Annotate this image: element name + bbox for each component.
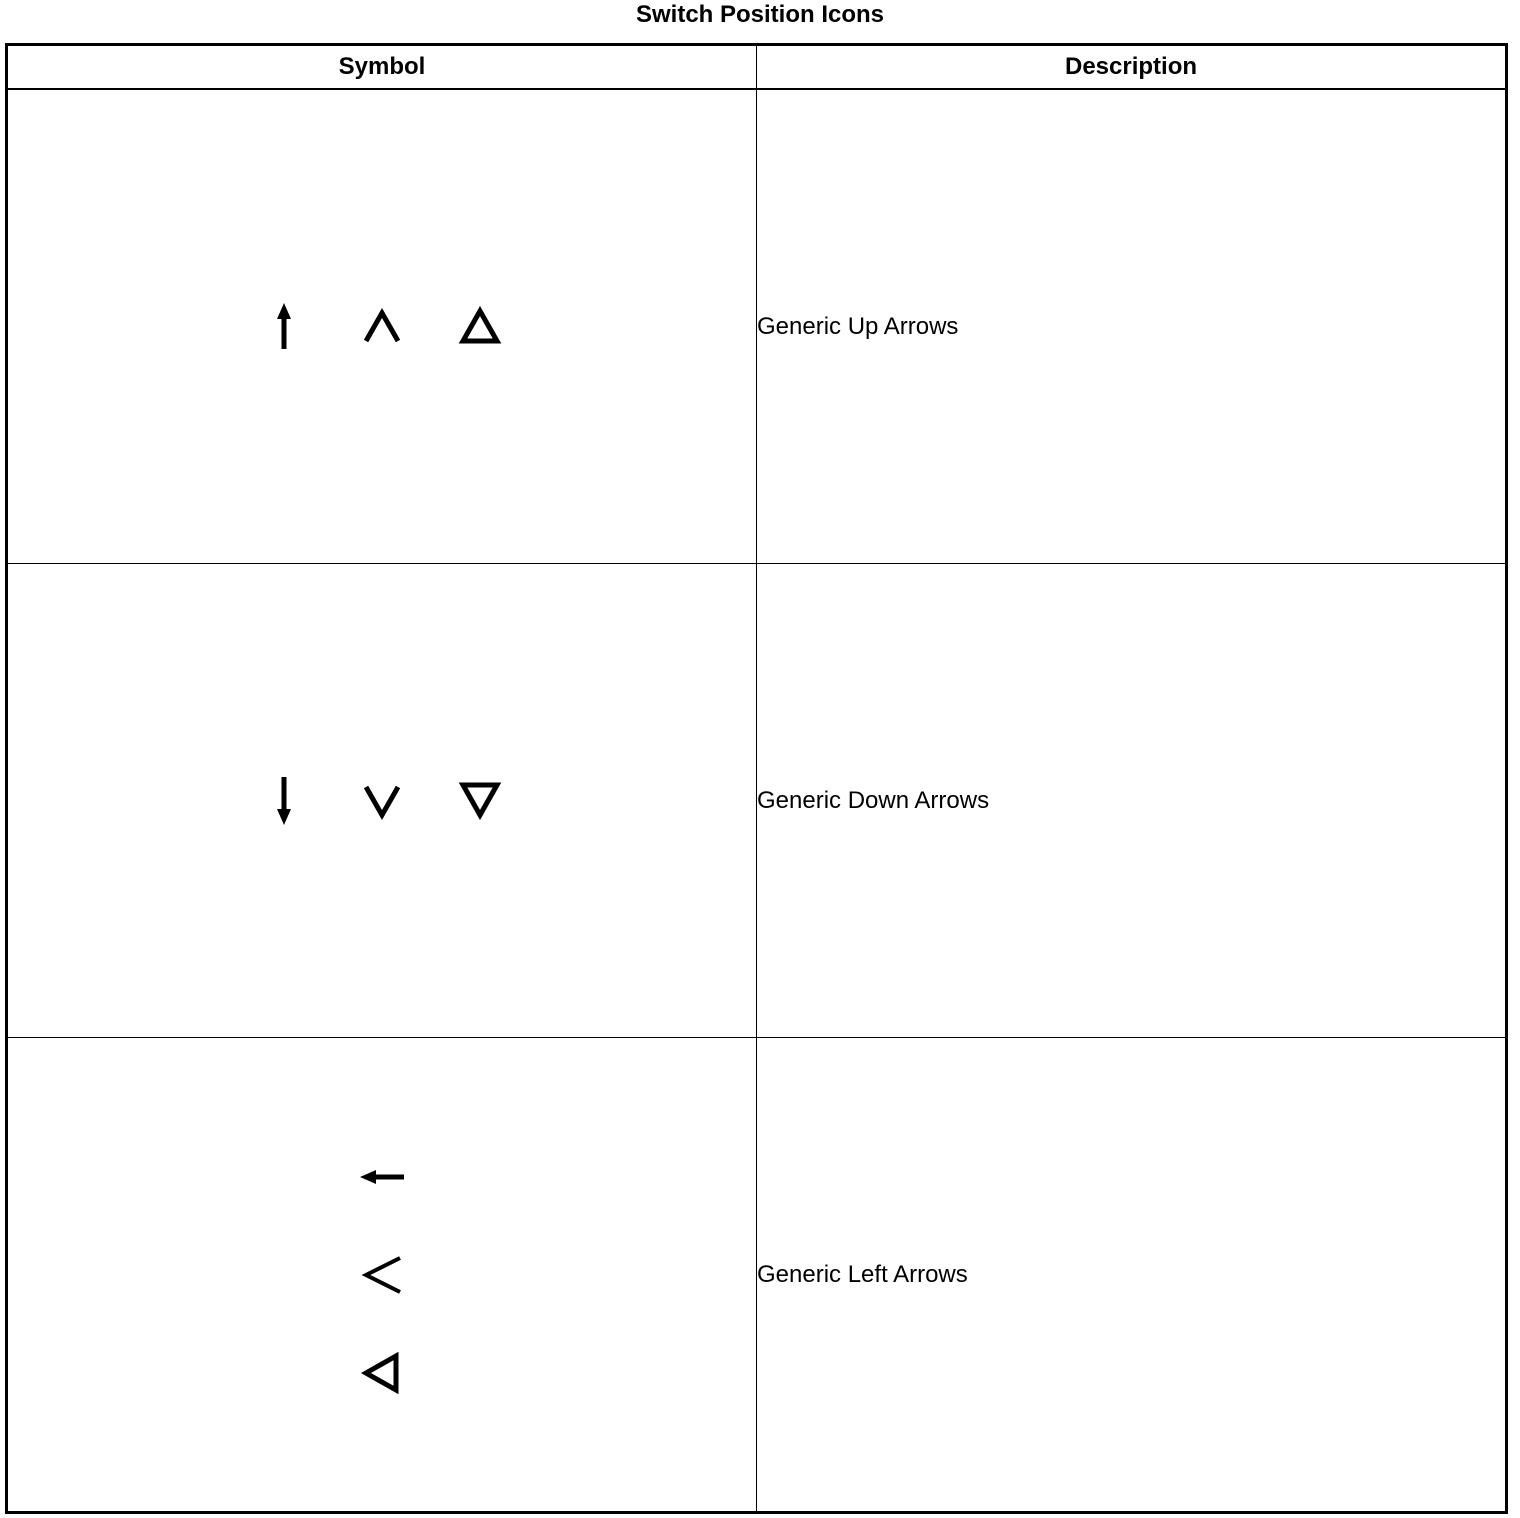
chevron-left-icon	[352, 1245, 412, 1305]
arrow-down-icon	[254, 771, 314, 831]
chevron-up-icon	[352, 297, 412, 357]
column-header-symbol: Symbol	[7, 45, 757, 90]
arrow-left-icon	[352, 1147, 412, 1207]
switch-position-icons-table	[5, 43, 1508, 1514]
table-row	[7, 89, 1507, 564]
description-cell: Generic Up Arrows	[757, 89, 1507, 564]
symbol-cell	[7, 1038, 757, 1513]
triangle-up-icon	[450, 297, 510, 357]
chevron-down-icon	[352, 771, 412, 831]
page-title: Switch Position Icons	[635, 1, 885, 28]
table-row	[7, 564, 1507, 1038]
symbol-cell	[7, 89, 757, 564]
triangle-left-icon	[352, 1343, 412, 1403]
column-header-description: Description	[757, 45, 1507, 90]
arrow-up-icon	[254, 297, 314, 357]
description-cell: Generic Down Arrows	[757, 564, 1507, 1038]
table-header-row	[7, 45, 1507, 90]
triangle-down-icon	[450, 771, 510, 831]
symbol-cell	[7, 564, 757, 1038]
description-cell: Generic Left Arrows	[757, 1038, 1507, 1513]
table-row	[7, 1038, 1507, 1513]
